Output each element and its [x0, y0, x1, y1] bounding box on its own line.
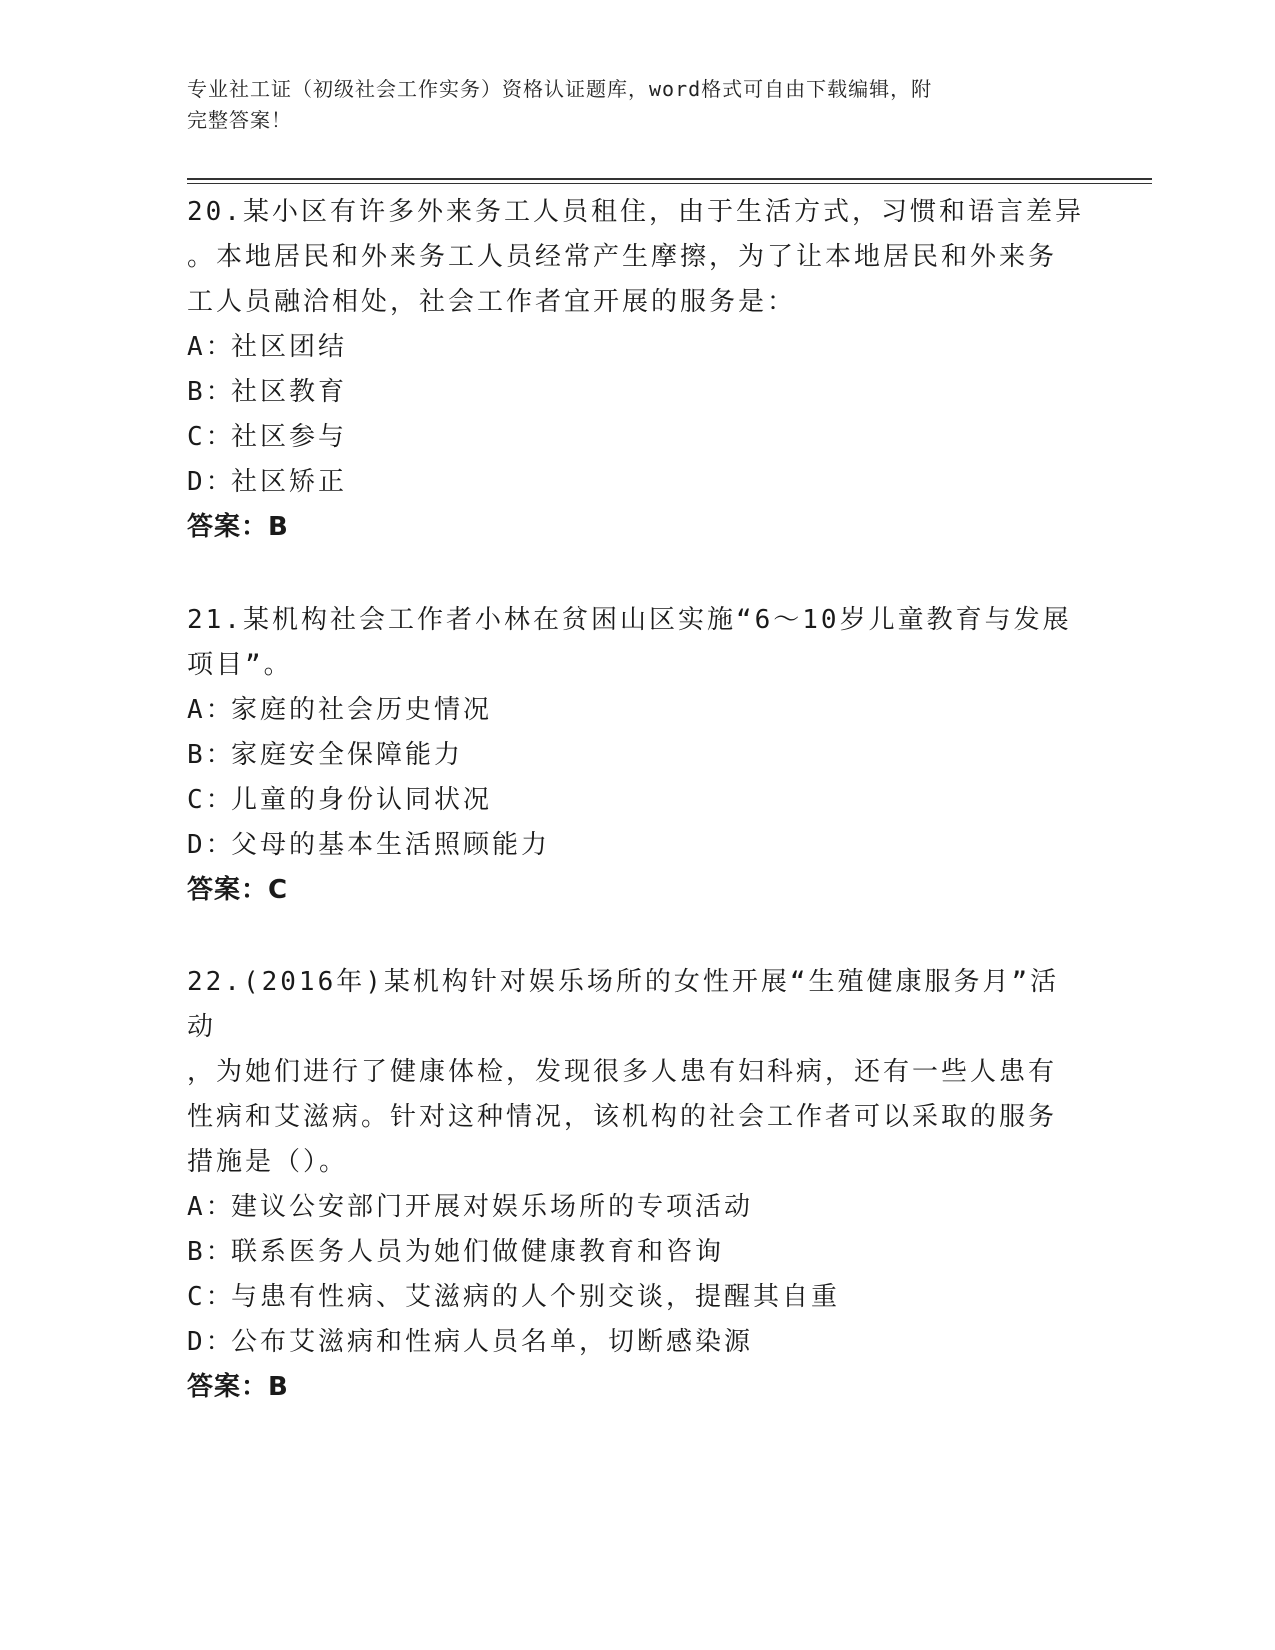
header-line-1: 专业社工证（初级社会工作实务）资格认证题库，word格式可自由下载编辑，附: [187, 77, 933, 101]
answer-line: 答案：C: [187, 875, 289, 905]
option-text: 建议公安部门开展对娱乐场所的专项活动: [231, 1192, 754, 1222]
question-stem-line: 项目”。: [187, 650, 293, 680]
option-text: 社区矫正: [231, 467, 348, 497]
question-stem-line: 工人员融洽相处，社会工作者宜开展的服务是：: [187, 287, 797, 317]
header-divider-thin: [187, 183, 1152, 184]
option-text: 公布艾滋病和性病人员名单，切断感染源: [231, 1327, 754, 1357]
option-text: 父母的基本生活照顾能力: [231, 830, 551, 860]
option-a: [187, 325, 1087, 370]
header-line-2: 完整答案！: [187, 108, 292, 132]
option-d: [187, 823, 1087, 868]
option-a: [187, 688, 1087, 733]
option-key: B：: [187, 377, 235, 407]
question-stem-line: 性病和艾滋病。针对这种情况，该机构的社会工作者可以采取的服务: [187, 1102, 1058, 1132]
option-text: 社区团结: [231, 332, 348, 362]
option-key: C：: [187, 1282, 235, 1312]
option-c: [187, 1275, 1087, 1320]
answer-line: 答案：B: [187, 1372, 289, 1402]
answer-line: 答案：B: [187, 512, 289, 542]
option-b: [187, 1230, 1087, 1275]
question-stem-line: 。本地居民和外来务工人员经常产生摩擦，为了让本地居民和外来务: [187, 242, 1058, 272]
option-key: A：: [187, 1192, 235, 1222]
option-d: [187, 460, 1087, 505]
option-key: D：: [187, 1327, 235, 1357]
question-21: [187, 598, 1087, 913]
question-stem-line: ，为她们进行了健康体检，发现很多人患有妇科病，还有一些人患有: [187, 1057, 1058, 1087]
option-text: 联系医务人员为她们做健康教育和咨询: [231, 1237, 725, 1267]
question-stem-line: 20.某小区有许多外来务工人员租住，由于生活方式，习惯和语言差异: [187, 197, 1084, 227]
option-c: [187, 778, 1087, 823]
option-key: D：: [187, 467, 235, 497]
option-text: 社区教育: [231, 377, 348, 407]
option-c: [187, 415, 1087, 460]
question-stem-line: 21.某机构社会工作者小林在贫困山区实施“6～10岁儿童教育与发展: [187, 605, 1072, 635]
header-divider-thick: [187, 178, 1152, 180]
option-key: B：: [187, 1237, 235, 1267]
option-a: [187, 1185, 1087, 1230]
option-key: C：: [187, 785, 235, 815]
option-text: 儿童的身份认同状况: [231, 785, 493, 815]
option-key: A：: [187, 695, 235, 725]
option-b: [187, 370, 1087, 415]
question-22: [187, 960, 1087, 1410]
option-key: C：: [187, 422, 235, 452]
option-key: B：: [187, 740, 235, 770]
option-key: A：: [187, 332, 235, 362]
question-20: [187, 190, 1087, 550]
option-b: [187, 733, 1087, 778]
question-stem-line: 22.(2016年)某机构针对娱乐场所的女性开展“生殖健康服务月”活动: [187, 967, 1060, 1042]
option-key: D：: [187, 830, 235, 860]
option-text: 社区参与: [231, 422, 348, 452]
option-text: 与患有性病、艾滋病的人个别交谈，提醒其自重: [231, 1282, 841, 1312]
option-d: [187, 1320, 1087, 1365]
document-header: [187, 74, 1077, 136]
option-text: 家庭的社会历史情况: [231, 695, 493, 725]
question-stem-line: 措施是（）。: [187, 1147, 349, 1177]
option-text: 家庭安全保障能力: [231, 740, 464, 770]
